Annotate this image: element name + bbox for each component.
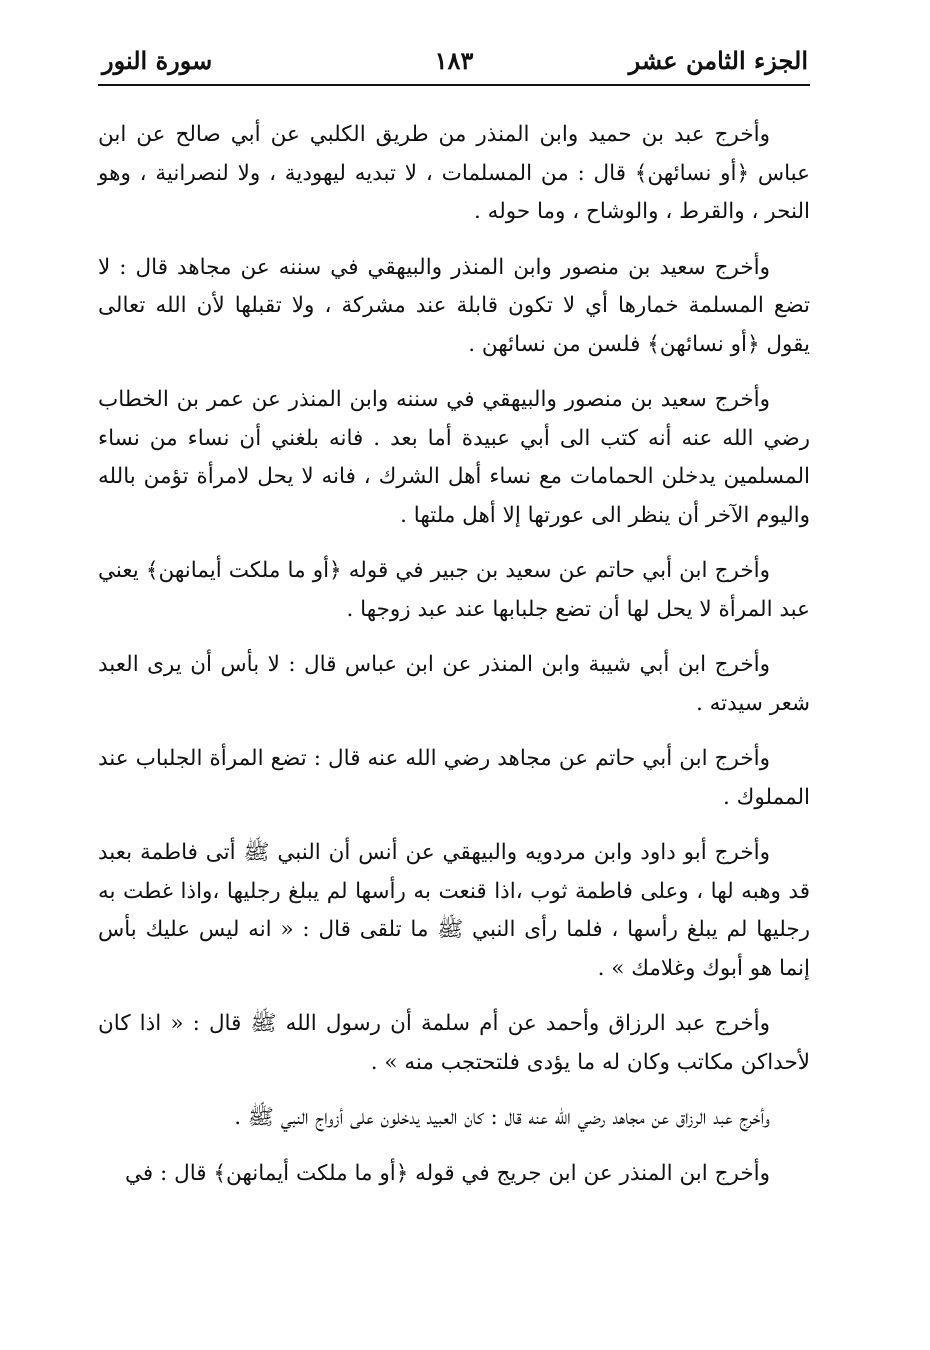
paragraph: وأخرج أبو داود وابن مردويه والبيهقي عن أنس أن النبي ﷺ أتى فاطمة بعبد قد وهبه لها ، وعلى فاطمة ثوب ،اذا قنعت به رأسها لم يبلغ رجليها ،واذا غطت به رجليها لم يبلغ رأسها ، فلما رأى النبي ﷺ ما تلقى قال : « انه ليس عليك بأس إنما هو أبوك وغلامك » . xyxy=(98,840,810,981)
paragraph: وأخرج سعيد بن منصور والبيهقي في سننه وابن المنذر عن عمر بن الخطاب رضي الله عنه أنه كتب الى أبي عبيدة أما بعد . فانه بلغني أن نساء من نساء المسلمين يدخلن الحمامات مع نساء أهل الشرك ، فانه لا يحل لامرأة تؤمن بالله واليوم الآخر أن ينظر الى عورتها إلا أهل ملتها . xyxy=(98,387,810,528)
page-header xyxy=(98,40,810,86)
paragraph: وأخرج عبد الرزاق وأحمد عن أم سلمة أن رسول الله ﷺ قال : « اذا كان لأحداكن مكاتب وكان له ما يؤدى فلتحتجب منه » . xyxy=(98,1011,810,1075)
paragraph: وأخرج سعيد بن منصور وابن المنذر والبيهقي في سننه عن مجاهد قال : لا تضع المسلمة خمارها أي لا تكون قابلة عند مشركة ، ولا تقبلها لأن الله تعالى يقول ﴿أو نسائهن﴾ فلسن من نسائهن . xyxy=(98,254,810,357)
book-page xyxy=(98,40,810,1210)
paragraph: وأخرج ابن أبي حاتم عن مجاهد رضي الله عنه قال : تضع المرأة الجلباب عند المملوك . xyxy=(98,746,810,810)
paragraph: وأخرج ابن أبي حاتم عن سعيد بن جبير في قوله ﴿أو ما ملكت أيمانهن﴾ يعني عبد المرأة لا يحل لها أن تضع جلبابها عند عبد زوجها . xyxy=(98,558,810,622)
page-number: ١٨٣ xyxy=(434,46,474,75)
page-body xyxy=(98,116,810,1193)
paragraph: وأخرج عبد بن حميد وابن المنذر من طريق الكلبي عن أبي صالح عن ابن عباس ﴿أو نسائهن﴾ قال : من المسلمات ، لا تبديه ليهودية ، ولا لنصرانية ، وهو النحر ، والقرط ، والوشاح ، وما حوله . xyxy=(98,122,810,224)
paragraph: وأخرج عبد الرزاق عن مجاهد رضي الله عنه قال : كان العبيد يدخلون على أزواج النبي ﷺ . xyxy=(234,1105,770,1130)
juz-label: الجزء الثامن عشر xyxy=(628,46,808,75)
paragraph: وأخرج ابن المنذر عن ابن جريج في قوله ﴿أو ما ملكت أيمانهن﴾ قال : في xyxy=(124,1160,770,1186)
surah-label: سورة النور xyxy=(102,46,213,75)
paragraph: وأخرج ابن أبي شيبة وابن المنذر عن ابن عباس قال : لا بأس أن يرى العبد شعر سيدته . xyxy=(98,652,810,716)
